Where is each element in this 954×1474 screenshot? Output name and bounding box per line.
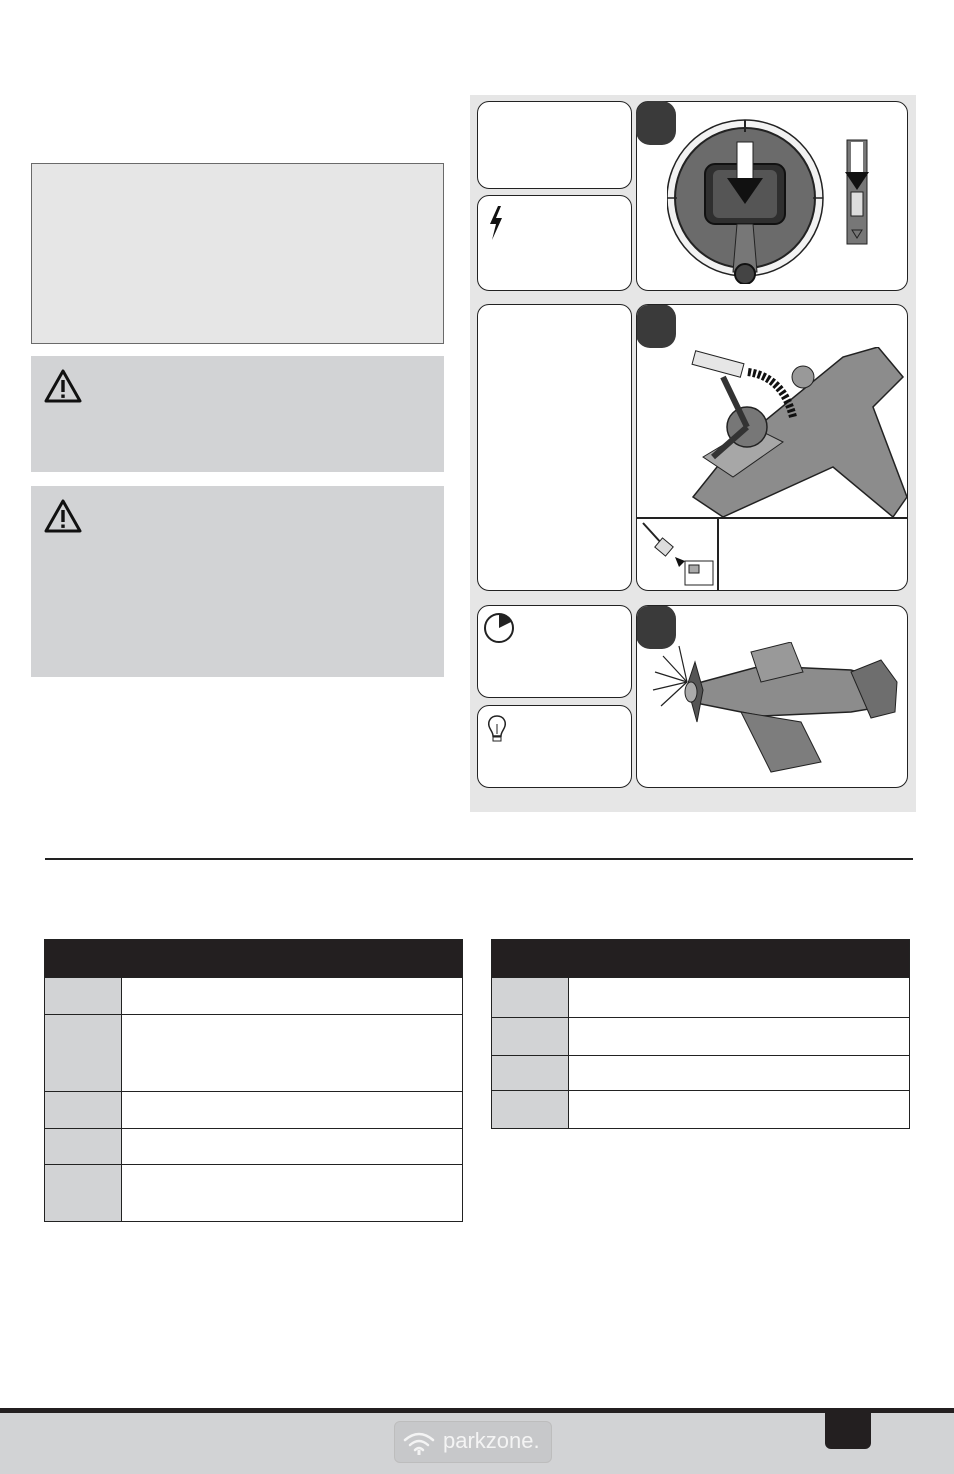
page-number-box (825, 1413, 871, 1449)
step3-text-card (477, 605, 632, 698)
table-row (492, 1056, 910, 1091)
step3-tip-card (477, 705, 632, 788)
warning-box-1 (31, 356, 444, 472)
connector-detail-illustration (641, 521, 715, 587)
warning-triangle-icon (43, 498, 83, 534)
table-row (45, 1165, 463, 1222)
wifi-icon (401, 1428, 437, 1456)
step2-illustration-card (636, 304, 908, 591)
timer-icon (483, 612, 515, 644)
battery-connect-illustration (663, 347, 907, 517)
setup-steps-panel (470, 95, 916, 812)
step-number-2 (636, 304, 676, 348)
lightning-icon (488, 206, 504, 240)
table-row (45, 978, 463, 1015)
table-row (45, 1092, 463, 1129)
table-row (45, 1015, 463, 1092)
warning-triangle-icon (43, 368, 83, 404)
step3-illustration-card (636, 605, 908, 788)
step1-illustration-card (636, 101, 908, 291)
logo-text: parkzone. (443, 1428, 540, 1453)
table-row (492, 1091, 910, 1129)
parkzone-logo (394, 1421, 552, 1463)
step1-text-card (477, 101, 632, 189)
table-row (45, 1129, 463, 1165)
table-right-header (492, 940, 910, 978)
notice-box (31, 163, 444, 344)
step2-text-card (477, 304, 632, 591)
step1-note-card (477, 195, 632, 291)
aircraft-propeller-illustration (651, 642, 901, 782)
table-row (492, 1018, 910, 1056)
throttle-stick-down-illustration (667, 112, 837, 284)
table-right (491, 939, 910, 1129)
warning-box-2 (31, 486, 444, 677)
lightbulb-icon (486, 714, 508, 744)
table-left-header (45, 940, 463, 978)
section-divider (45, 858, 913, 860)
trim-slider-illustration (845, 138, 869, 246)
page-footer (0, 1408, 954, 1474)
table-left (44, 939, 463, 1222)
table-row (492, 978, 910, 1018)
